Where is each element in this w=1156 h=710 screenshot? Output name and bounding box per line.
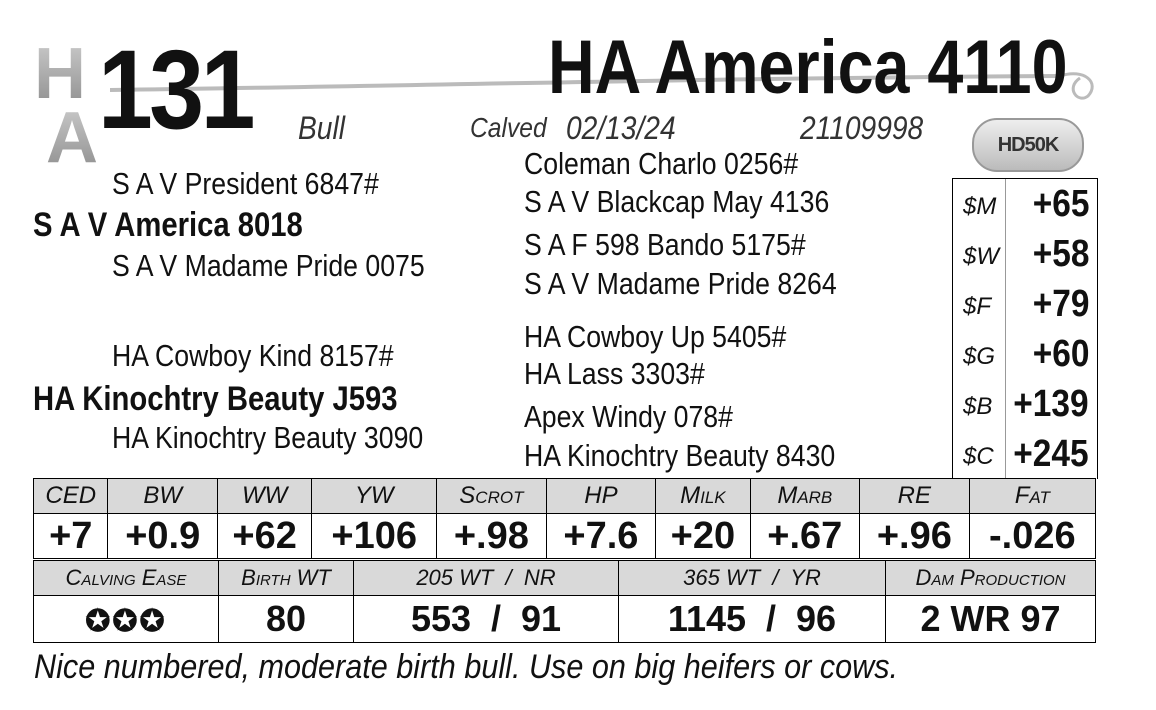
epd-header-row	[34, 479, 1096, 514]
epd-header: Scrot	[437, 479, 547, 514]
svg-text:H: H	[34, 34, 86, 114]
lot-number: 131	[98, 27, 252, 152]
ggp-7: Apex Windy 078#	[524, 399, 733, 434]
calving-ease-stars	[34, 596, 219, 643]
svg-text:A: A	[46, 98, 98, 166]
epd-value: -.026	[969, 514, 1095, 559]
epd-header: CED	[34, 479, 108, 514]
epd-header: WW	[218, 479, 312, 514]
epd-header: BW	[108, 479, 218, 514]
index-row-f	[953, 279, 1097, 329]
epd-header: YW	[312, 479, 437, 514]
index-value: +245	[1013, 433, 1089, 475]
sire: S A V America 8018	[33, 206, 303, 244]
comment-text: Nice numbered, moderate birth bull. Use on big heifers or cows.	[34, 648, 899, 686]
sex-label: Bull	[298, 110, 345, 146]
index-row-b	[953, 379, 1097, 429]
epd-value: +7	[34, 514, 108, 559]
epd-header: Fat	[969, 479, 1095, 514]
index-value: +58	[1032, 233, 1089, 275]
epd-table	[33, 478, 1096, 559]
production-header: 205 WT / NR	[354, 561, 619, 596]
epd-value: +106	[312, 514, 437, 559]
epd-header: HP	[546, 479, 656, 514]
ggp-1: Coleman Charlo 0256#	[524, 146, 799, 181]
star-icon: ✪✪✪	[85, 605, 167, 638]
epd-value: +7.6	[546, 514, 656, 559]
index-label: $M	[963, 193, 997, 220]
production-header: Dam Production	[886, 561, 1096, 596]
index-row-w	[953, 229, 1097, 279]
index-label: $C	[963, 443, 994, 470]
ggp-2: S A V Blackcap May 4136	[524, 184, 830, 219]
animal-name: HA America 4110	[548, 25, 1068, 110]
wt365-yr-value: 1145 / 96	[619, 596, 886, 643]
dam-dam: HA Kinochtry Beauty 3090	[112, 420, 424, 455]
sire-sire: S A V President 6847#	[112, 166, 379, 201]
dam-production-value: 2 WR 97	[886, 596, 1096, 643]
sire-dam: S A V Madame Pride 0075	[112, 248, 425, 283]
epd-value: +20	[656, 514, 750, 559]
production-header: 365 WT / YR	[619, 561, 886, 596]
birth-wt-value: 80	[219, 596, 354, 643]
production-header: Calving Ease	[34, 561, 219, 596]
index-label: $F	[963, 293, 992, 320]
dam: HA Kinochtry Beauty J593	[33, 380, 398, 418]
ggp-5: HA Cowboy Up 5405#	[524, 319, 787, 354]
production-header: Birth WT	[219, 561, 354, 596]
calved-label: Calved	[470, 112, 547, 143]
index-value: +139	[1013, 383, 1089, 425]
index-label: $G	[963, 343, 996, 370]
index-row-g	[953, 329, 1097, 379]
dollar-index-table	[952, 178, 1098, 479]
dam-sire: HA Cowboy Kind 8157#	[112, 338, 394, 373]
index-row-c	[953, 429, 1097, 479]
wt205-nr-value: 553 / 91	[354, 596, 619, 643]
epd-header: RE	[860, 479, 970, 514]
epd-value: +.98	[437, 514, 547, 559]
index-value: +65	[1032, 183, 1089, 225]
epd-header: Marb	[750, 479, 860, 514]
index-label: $W	[963, 243, 999, 270]
index-value: +79	[1032, 283, 1089, 325]
epd-value-row	[34, 514, 1096, 559]
production-header-row	[34, 561, 1096, 596]
registration-number: 21109998	[800, 110, 924, 146]
index-row-m	[953, 179, 1097, 229]
epd-value: +62	[218, 514, 312, 559]
production-table	[33, 560, 1096, 643]
epd-value: +.67	[750, 514, 860, 559]
ggp-3: S A F 598 Bando 5175#	[524, 227, 806, 262]
epd-value: +.96	[860, 514, 970, 559]
epd-header: Milk	[656, 479, 750, 514]
epd-value: +0.9	[108, 514, 218, 559]
calved-date: 02/13/24	[566, 110, 676, 146]
index-label: $B	[963, 393, 993, 420]
ggp-6: HA Lass 3303#	[524, 356, 705, 391]
production-value-row	[34, 596, 1096, 643]
index-value: +60	[1032, 333, 1089, 375]
ggp-8: HA Kinochtry Beauty 8430	[524, 438, 836, 473]
hd50k-badge: HD50K	[972, 118, 1084, 172]
ggp-4: S A V Madame Pride 8264	[524, 266, 837, 301]
